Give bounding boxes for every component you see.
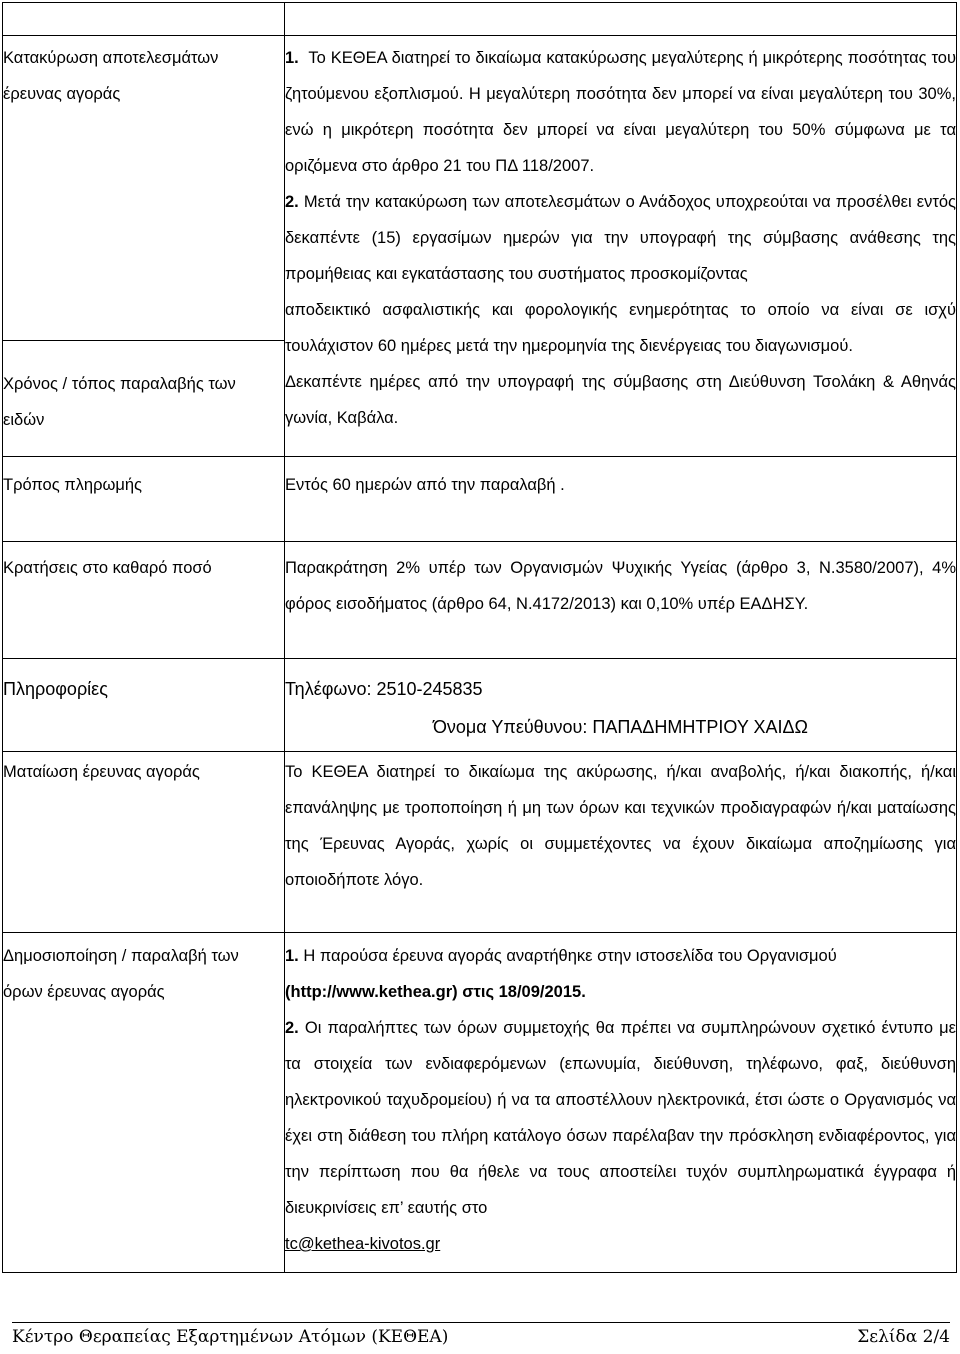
info-label: Πληροφορίες bbox=[3, 659, 285, 752]
award-and-delivery-value bbox=[285, 36, 957, 457]
award-label: Κατακύρωση αποτελεσμάτων έρευνας αγοράς bbox=[3, 36, 285, 341]
publication-value bbox=[285, 933, 957, 1273]
phone-number: Τηλέφωνο: 2510-245835 bbox=[285, 679, 483, 699]
page-footer bbox=[12, 1322, 950, 1347]
publication-item-2: 2. Οι παραλήπτες των όρων συμμετοχής θα πρέπει να συμπληρώνουν σχετικό έντυπο με τα στοιχεία των ενδιαφερόμενων (επωνυμία, διεύθυνση, τηλέφωνο, φαξ, διεύθυνση ηλεκτρονικού ταχυδρομείου) ή να τα αποστέλλουν ηλεκτρονικά, έτσι ώστε ο Οργανισμός να έχει στη διάθεση του πλήρη κατάλογο όσων παρέλαβαν την πρόσκληση ενδιαφέροντος, για την περίπτωση που θα ήθελε να τους αποστείλει τυχόν συμπληρωματικά έγγραφα ή διευκρινίσεις επ’ εαυτής στο bbox=[285, 1019, 956, 1217]
email-link[interactable]: tc@kethea-kivotos.gr bbox=[285, 1235, 441, 1253]
award-item-1: 1. Το ΚΕΘΕΑ διατηρεί το δικαίωμα κατακύρωσης μεγαλύτερης ή μικρότερης ποσότητας του ζητούμενου εξοπλισμού. Η μεγαλύτερη ποσότητα δεν μπορεί να είναι μεγαλύτερη του 30%, ενώ η μικρότερη ποσότητα δεν μπορεί να είναι μεγαλύτερη του 50% σύμφωνα με τα οριζόμενα στο άρθρο 21 του ΠΔ 118/2007. bbox=[285, 49, 956, 175]
publication-item-1: 1. Η παρούσα έρευνα αγοράς αναρτήθηκε στην ιστοσελίδα του Οργανισμού bbox=[285, 947, 837, 965]
info-value bbox=[285, 659, 957, 752]
deductions-label: Κρατήσεις στο καθαρό ποσό bbox=[3, 542, 285, 659]
deductions-value: Παρακράτηση 2% υπέρ των Οργανισμών Ψυχικής Υγείας (άρθρο 3, Ν.3580/2007), 4% φόρος εισοδήματος (άρθρο 64, Ν.4172/2013) και 0,10% υπέρ ΕΑΔΗΣΥ. bbox=[285, 542, 957, 659]
payment-value: Εντός 60 ημερών από την παραλαβή . bbox=[285, 457, 957, 542]
table-row-top-blank bbox=[3, 3, 957, 36]
publication-label: Δημοσιοποίηση / παραλαβή των όρων έρευνας αγοράς bbox=[3, 933, 285, 1273]
cancel-value: Το ΚΕΘΕΑ διατηρεί το δικαίωμα της ακύρωσης, ή/και αναβολής, ή/και διακοπής, ή/και επανάληψης με τροποποίηση ή μη των όρων και τεχνικών προδιαγραφών ή/και ματαίωσης της Έρευνας Αγοράς, χωρίς οι συμμετέχοντες να έχουν δικαίωμα αποζημίωσης για οποιοδήποτε λόγο. bbox=[285, 752, 957, 933]
award-item-2: 2. Μετά την κατακύρωση των αποτελεσμάτων ο Ανάδοχος υποχρεούται να προσέλθει εντός δεκαπέντε (15) εργασίμων ημερών για την υπογραφή της σύμβασης ανάθεσης της προμήθειας και εγκατάστασης του συστήματος προσκομίζοντας bbox=[285, 193, 957, 283]
cancel-label: Ματαίωση έρευνας αγοράς bbox=[3, 752, 285, 933]
table-row-cancel bbox=[3, 752, 957, 933]
award-item-2-cont: αποδεικτικό ασφαλιστικής και φορολογικής ενημερότητας το οποίο να είναι σε ισχύ τουλάχιστον 60 ημέρες μετά την ημερομηνία της διενέργειας του διαγωνισμού. bbox=[285, 301, 956, 355]
delivery-label: Χρόνος / τόπος παραλαβής των ειδών bbox=[3, 341, 285, 457]
terms-table bbox=[2, 2, 957, 1273]
delivery-text: Δεκαπέντε ημέρες από την υπογραφή της σύμβασης στη Διεύθυνση Τσολάκη & Αθηνάς γωνία, Καβάλα. bbox=[285, 373, 956, 427]
publication-link-date: (http://www.kethea.gr) στις 18/09/2015. bbox=[285, 983, 586, 1001]
table-row-award bbox=[3, 36, 957, 341]
table-row-deductions bbox=[3, 542, 957, 659]
contact-person: Όνομα Υπεύθυνου: ΠΑΠΑΔΗΜΗΤΡΙΟΥ ΧΑΙΔΩ bbox=[432, 717, 809, 737]
table-row-payment bbox=[3, 457, 957, 542]
payment-label: Τρόπος πληρωμής bbox=[3, 457, 285, 542]
table-row-publication bbox=[3, 933, 957, 1273]
table-row-info bbox=[3, 659, 957, 752]
footer-organization: Κέντρο Θεραπείας Εξαρτημένων Ατόμων (ΚΕΘΕΑ) bbox=[12, 1327, 449, 1347]
footer-page-number: Σελίδα 2/4 bbox=[857, 1327, 950, 1347]
